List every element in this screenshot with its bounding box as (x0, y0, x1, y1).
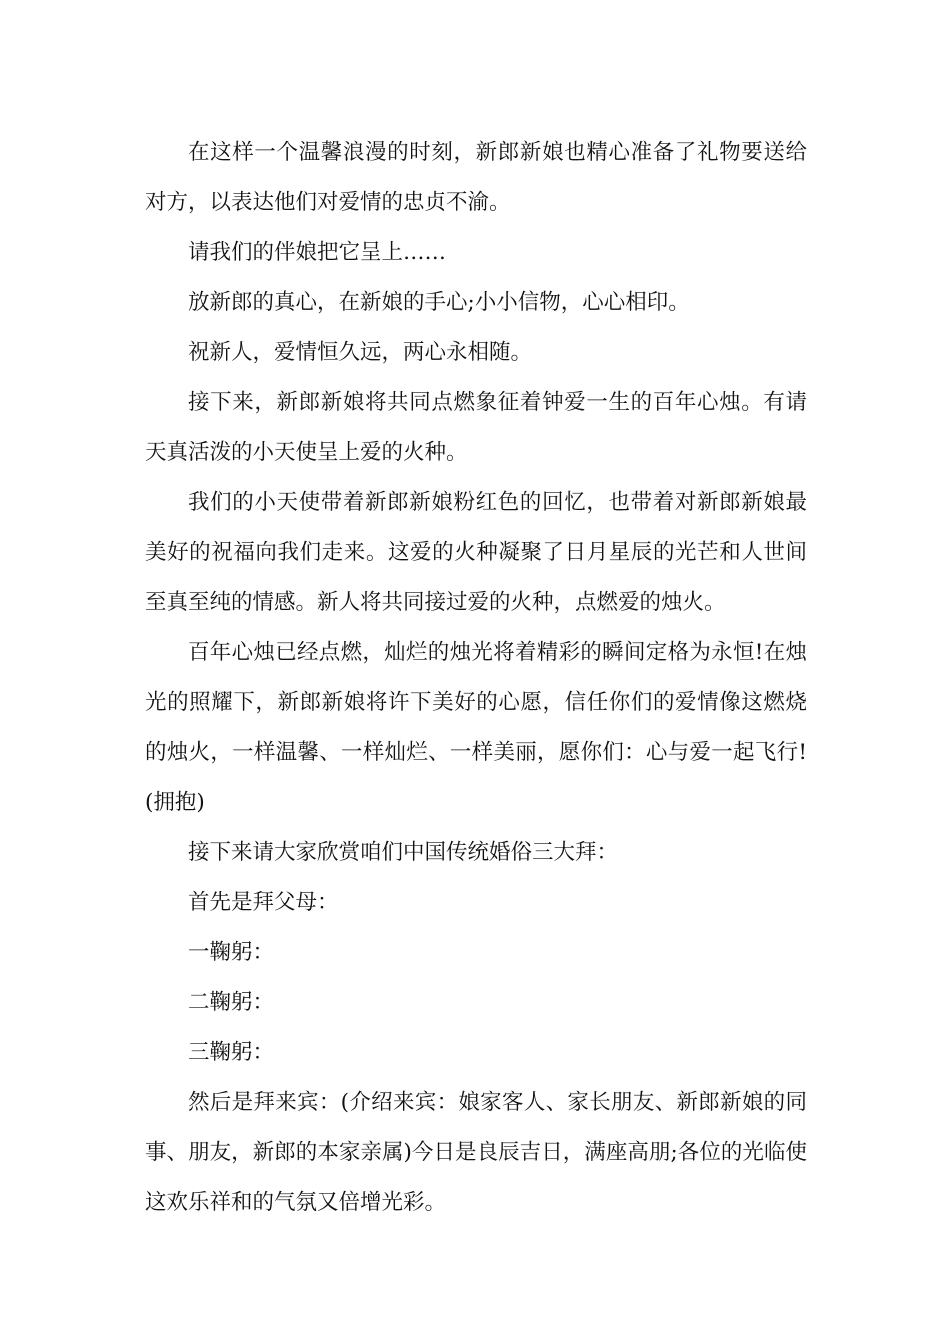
paragraph-three-bows-intro: 接下来请大家欣赏咱们中国传统婚俗三大拜： (188, 840, 619, 865)
paragraph-angel: 我们的小天使带着新郎新娘粉红色的回忆，也带着对新郎新娘最美好的祝福向我们走来。这爱的火种凝聚了日月星辰的光芒和人世间至真至纯的情感。新人将共同接过爱的火种，点燃爱的烛火。 (145, 490, 807, 615)
paragraph-candle-lit: 百年心烛已经点燃，灿烂的烛光将着精彩的瞬间定格为永恒!在烛光的照耀下，新郎新娘将许下美好的心愿，信任你们的爱情像这燃烧的烛火，一样温馨、一样灿烂、一样美丽，愿你们：心与爱一起飞行!(拥抱) (145, 640, 807, 815)
paragraph-token: 放新郎的真心，在新娘的手心;小小信物，心心相印。 (188, 290, 690, 315)
paragraph-second-bow: 二鞠躬： (188, 990, 275, 1015)
paragraph-first-bow: 一鞠躬： (188, 940, 275, 965)
paragraph-third-bow: 三鞠躬： (188, 1040, 275, 1065)
document-body (145, 128, 807, 1228)
paragraph-blessing: 祝新人，爱情恒久远，两心永相随。 (188, 340, 533, 365)
paragraph-bow-guests: 然后是拜来宾：(介绍来宾：娘家客人、家长朋友、新郎新娘的同事、朋友，新郎的本家亲属)今日是良辰吉日，满座高朋;各位的光临使这欢乐祥和的气氛又倍增光彩。 (145, 1090, 807, 1215)
paragraph-gift-exchange: 在这样一个温馨浪漫的时刻，新郎新娘也精心准备了礼物要送给对方，以表达他们对爱情的忠贞不渝。 (145, 140, 807, 215)
paragraph-bow-parents: 首先是拜父母： (188, 890, 339, 915)
paragraph-candle-intro: 接下来，新郎新娘将共同点燃象征着钟爱一生的百年心烛。有请天真活泼的小天使呈上爱的火种。 (145, 390, 807, 465)
paragraph-bridesmaid: 请我们的伴娘把它呈上…… (188, 240, 447, 265)
